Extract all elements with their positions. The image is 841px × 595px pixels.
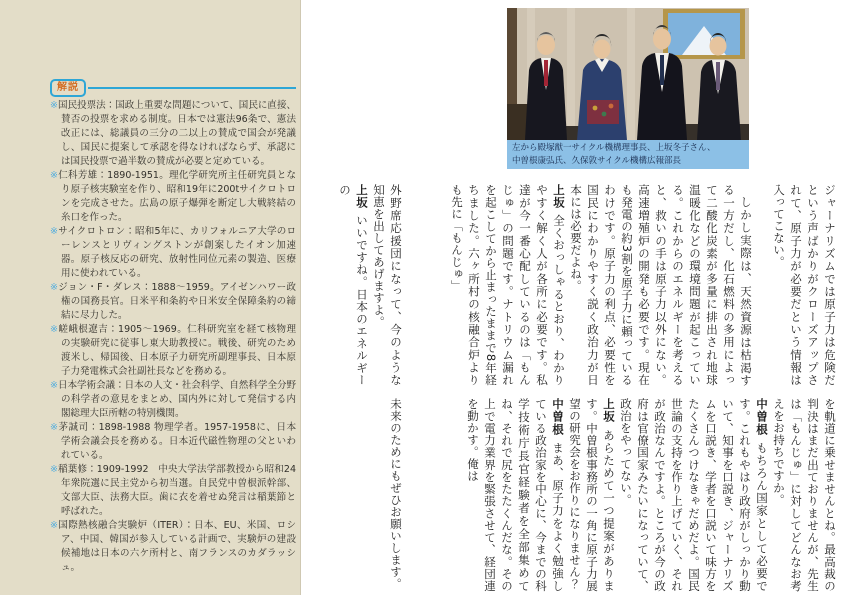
reference-mark-icon: ※ (50, 520, 59, 531)
glossary-entry (50, 463, 296, 519)
glossary-entry-text: 仁科芳雄：1890-1951。理化学研究所主任研究員となり原子核実験室を作り、昭和19年に200tサイクロトロンを完成させた。広島の原子爆弾を断定し大戦終結の糸口を作った。 (58, 170, 296, 223)
speaker-name: 中曽根 (755, 398, 769, 436)
interview-photo (507, 8, 749, 140)
glossary-sidebar (0, 0, 301, 595)
interview-photo-graphic (507, 8, 749, 140)
speaker-name: 上坂 (355, 184, 369, 209)
glossary-entry-text: 日本学術会議：日本の人文・社会科学、自然科学全分野の科学者の意見をまとめ、国内外に対して発信する内閣総理大臣所轄の特別機関。 (57, 380, 296, 419)
article-block-right-upper (450, 184, 838, 386)
article-paragraph: しかし実際は、天然資源は枯渇する一方だし、化石燃料の多用によって二酸化炭素が多量に排出され地球温暖化などの環境問題が起こっている。これからのエネルギーを考えると、救いの手は原子力以外にない。高速増殖炉の開発も必要です。現在も発電の約3割を原子力に頼っているわけです。原子力の利点、必要性を国民にわかりやすく説く政治力が日本には必要だよね。 (569, 184, 753, 386)
glossary-entry (50, 421, 296, 463)
article-paragraph: 上坂いいですね。日本のエネルギーの (338, 184, 369, 387)
speaker-name: 上坂 (602, 398, 616, 424)
glossary-entry (50, 519, 296, 575)
glossary-entry-text: 国際熱核融合実験炉（ITER）：日本、EU、米国、ロシア、中国、韓国が参入している計画で、実験炉の建設候補地は日本の六ケ所村と、南フランスのカダラッシュ。 (58, 520, 296, 573)
speaker-name: 中曽根 (551, 398, 565, 436)
glossary-entry-text: 茅誠司：1898-1988 物理学者。1957-1958に、日本学術会議会長を務める。日本近代磁性物理の父といわれている。 (58, 422, 296, 461)
photo-caption (507, 140, 749, 169)
glossary-entry-text: ジョン・F・ダレス：1888～1959。アイゼンハワー政権の国務長官。日米平和条約や日米安全保障条約の締結に尽力した。 (58, 282, 296, 321)
glossary-entry (50, 323, 296, 379)
glossary-entry-text: 国民投票法：国政上重要な問題について、国民に直接、賛否の投票を求める制度。日本では憲法96条で、憲法改正には、総議員の三分の二以上の賛成で国会が発議し、国民に提案して承認を得なければならず、承認には国民投票で過半数の賛成が必要と定めている。 (58, 100, 296, 167)
article-paragraph: 中曽根まあ、原子力をよく勉強している政治家を中心に、今までの科学技術庁長官経験者を全部集めてね、それで尻をたたくんだな。その上で電力業界を緊張させて、経団連を動かす。俺は (466, 398, 565, 593)
article-block-left-upper (320, 184, 404, 386)
article-paragraph: を軌道に乗せませんとね。最高裁の判決はまだ出ておりませんが、先生は「もんじゅ」に対してどんなお考えをお持ちですか。 (772, 398, 837, 592)
glossary-list (50, 99, 296, 575)
photo-caption-line2: 中曽根康弘氏、久保敦サイクル機構広報部長 (512, 156, 681, 166)
article-paragraph: 未来のためにもぜひお願いします。 (389, 398, 403, 590)
reference-mark-icon: ※ (50, 422, 59, 433)
glossary-entry-text: サイクロトロン：昭和5年に、カリフォルニア大学のローレンスとリヴィングストンが創案したイオン加速器。原子核反応の研究、放射性同位元素の製造、医療用に使われている。 (58, 226, 297, 279)
glossary-badge: 解説 (50, 79, 86, 97)
article-block-right-lower (450, 398, 838, 592)
glossary-entry (50, 99, 296, 169)
speaker-name: 上坂 (552, 184, 566, 209)
article-paragraph: 中曽根もちろん国家として必要です。これもやはり政府がしっかり動いて、知事を口説き、ジャーナリズムを口説き、学者を口説いて味方をたくさんつけなきゃだめだよ。国民世論の支持を作り上げていく、それが政治なんですよ。ところが今の政府は官僚国家みたいになっていて、政治をやってない。 (619, 398, 769, 593)
photo-caption-line1: 左から殿塚猷一サイクル機構理事長、上坂冬子さん、 (512, 143, 716, 153)
reference-mark-icon: ※ (50, 282, 59, 293)
article-paragraph: 上坂全くおっしゃるとおり、わかりやすく解く人が各所に必要です。私達が今一番心配しているのは「もんじゅ」の問題です。ナトリウム漏れを起こしてから止まったままで8年経ちました。六ヶ所村の核融合炉よりも先に「もんじゅ」 (450, 184, 566, 387)
reference-mark-icon: ※ (50, 464, 59, 475)
reference-mark-icon: ※ (50, 380, 58, 391)
article-paragraph: ジャーナリズムでは原子力は危険だという声ばかりがクローズアップされて、原子力が必要だという情報は入ってこない。 (772, 184, 837, 386)
glossary-entry (50, 379, 296, 421)
reference-mark-icon: ※ (50, 226, 59, 237)
glossary-entry (50, 281, 296, 323)
glossary-entry (50, 169, 296, 225)
reference-mark-icon: ※ (50, 100, 58, 111)
glossary-rule (88, 87, 296, 89)
reference-mark-icon: ※ (50, 170, 59, 181)
reference-mark-icon: ※ (50, 324, 59, 335)
glossary-entry (50, 225, 296, 281)
glossary-entry-text: 稲葉修：1909-1992 中央大学法学部教授から昭和24年衆院選に民主党から初当選。自民党中曽根派幹部、文部大臣、法務大臣。歯に衣を着せぬ発言は稲葉節と呼ばれた。 (58, 464, 296, 517)
article-paragraph: 外野席応援団になって、今のような知恵を出してあげますよ。 (372, 184, 403, 386)
article-paragraph: 上坂あらためて一つ提案があります。中曽根事務所の一角に原子力展望の研究会をお作りになりません？ (568, 398, 616, 593)
glossary-entry-text: 嵯峨根遼吉：1905～1969。仁科研究室を経て核物理の実験研究に従事し東大助教授に。戦後、研究のため渡米し、帰国後、日本原子力研究所副理事長、日本原子力発電株式会社副社長などを務める。 (58, 324, 296, 377)
article-block-left-lower (320, 398, 404, 592)
